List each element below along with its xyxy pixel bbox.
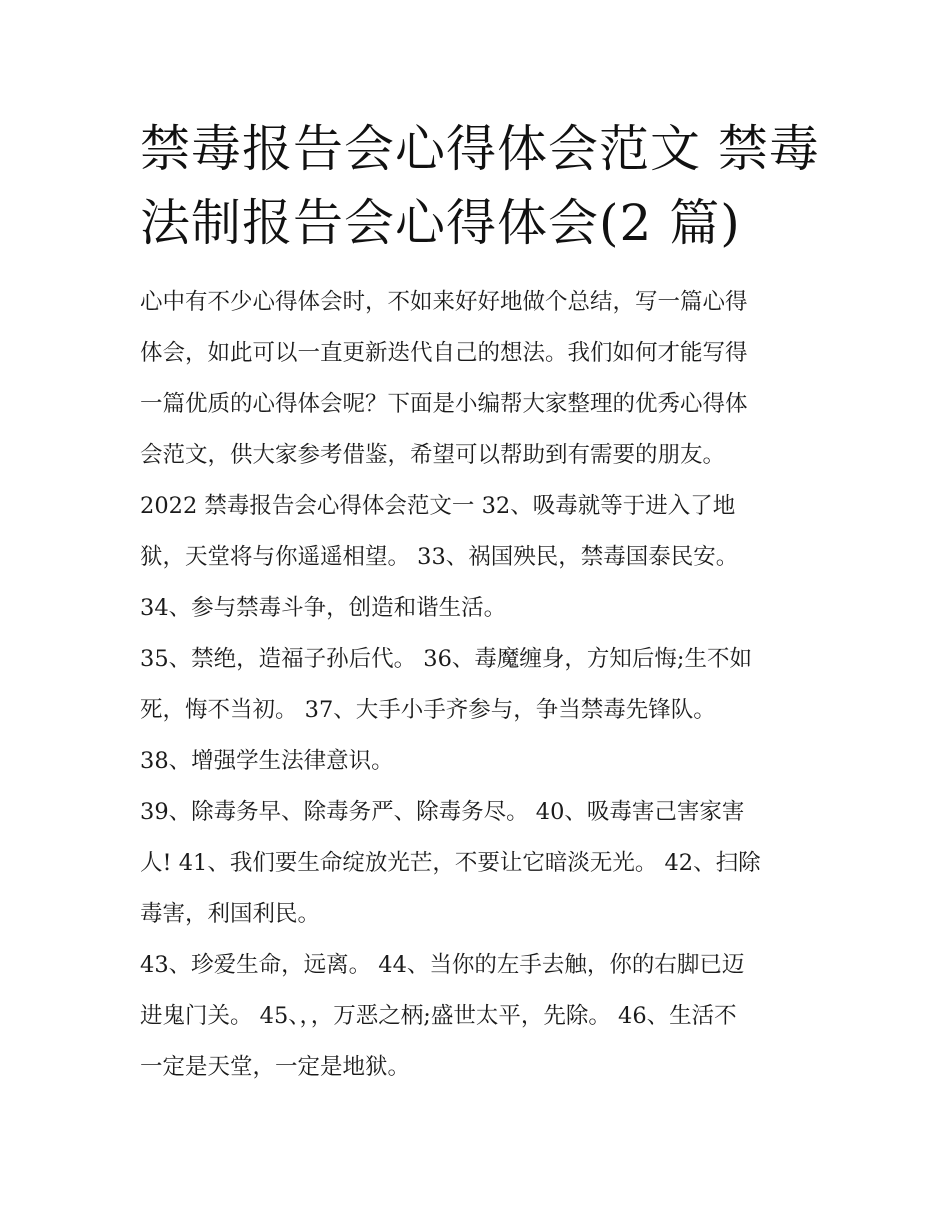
text-line: 会范文，供大家参考借鉴，希望可以帮助到有需要的朋友。 bbox=[140, 442, 726, 468]
document-title bbox=[140, 112, 820, 260]
text-line: 一篇优质的心得体会呢？下面是小编帮大家整理的优秀心得体 bbox=[140, 391, 748, 417]
paragraph-slogan-38 bbox=[140, 736, 820, 787]
text-line: 死，悔不当初。 37、大手小手齐参与，争当禁毒先锋队。 bbox=[140, 697, 716, 723]
paragraph-slogans-32-33 bbox=[140, 481, 820, 583]
text-line: 人! 41、我们要生命绽放光芒，不要让它暗淡无光。 42、扫除 bbox=[140, 850, 761, 876]
title-line-2: 法制报告会心得体会(2 篇) bbox=[140, 194, 741, 252]
text-line: 35、禁绝，造福子孙后代。 36、毒魔缠身，方知后悔;生不如 bbox=[140, 646, 752, 672]
text-line: 34、参与禁毒斗争，创造和谐生活。 bbox=[140, 595, 507, 621]
paragraph-slogans-43-46 bbox=[140, 940, 820, 1093]
text-line: 39、除毒务早、除毒务严、除毒务尽。 40、吸毒害己害家害 bbox=[140, 799, 745, 825]
text-line: 一定是天堂，一定是地狱。 bbox=[140, 1054, 411, 1080]
text-line: 毒害，利国利民。 bbox=[140, 901, 321, 927]
paragraph-slogans-35-37 bbox=[140, 634, 820, 736]
text-line: 43、珍爱生命，远离。 44、当你的左手去触，你的右脚已迈 bbox=[140, 952, 745, 978]
paragraph-slogans-39-42 bbox=[140, 787, 820, 940]
text-line: 进鬼门关。 45、，，万恶之柄;盛世太平，先除。 46、生活不 bbox=[140, 1003, 737, 1029]
paragraph-slogan-34 bbox=[140, 583, 820, 634]
text-line: 38、增强学生法律意识。 bbox=[140, 748, 394, 774]
document-body bbox=[140, 277, 820, 1093]
text-line: 2022 禁毒报告会心得体会范文一 32、吸毒就等于进入了地 bbox=[140, 493, 736, 519]
text-line: 心中有不少心得体会时，不如来好好地做个总结，写一篇心得 bbox=[140, 289, 748, 315]
paragraph-intro bbox=[140, 277, 820, 481]
text-line: 体会，如此可以一直更新迭代自己的想法。我们如何才能写得 bbox=[140, 340, 748, 366]
title-line-1: 禁毒报告会心得体会范文 禁毒 bbox=[140, 120, 820, 178]
text-line: 狱，天堂将与你遥遥相望。 33、祸国殃民，禁毒国泰民安。 bbox=[140, 544, 739, 570]
